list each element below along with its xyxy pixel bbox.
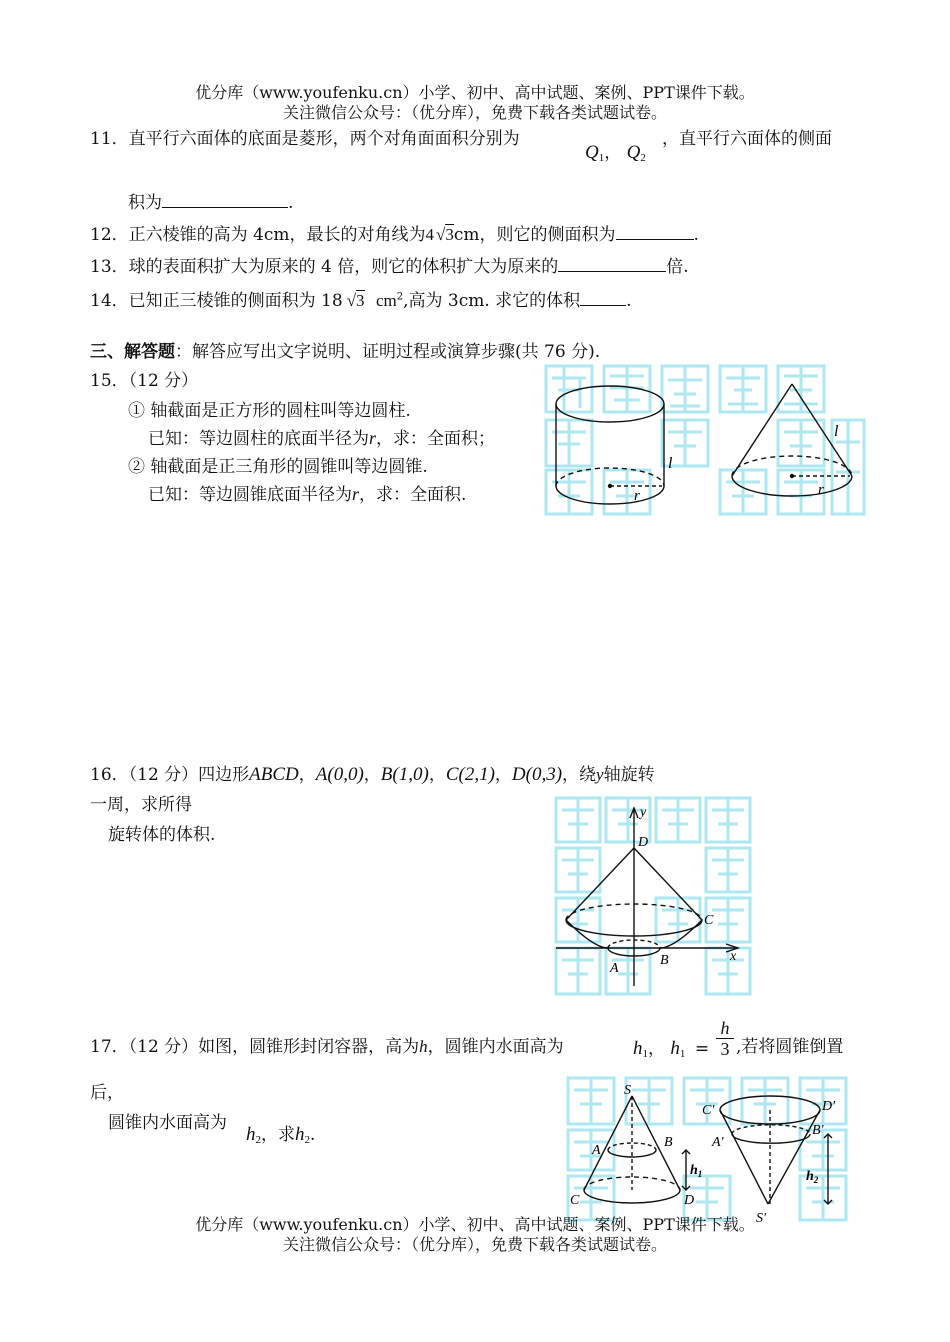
q17-h1b: h [670,1038,680,1059]
question-11 [90,124,520,149]
q16-sep: ， [298,765,316,785]
q16-line-2: 一周，求所得 [90,795,192,815]
q17-title: 17．（12 分）如图，圆锥形封闭容器，高为 [90,1037,420,1057]
footer-line-1: 优分库（www.youfenku.cn）小学、初中、高中试题、案例、PPT课件下载。 [195,1215,755,1234]
q13-blank[interactable] [558,255,666,272]
q14-text-b: ,高为 3cm. 求它的体积 [403,291,581,311]
q15-cone-r: r [818,482,824,498]
q14-unit: cm [375,291,397,310]
q17-label-h1: $h_1$ [690,1163,703,1179]
q15-line-3: ② 轴截面是正三角形的圆锥叫等边圆锥. [128,457,428,477]
q16-sep: ， [363,765,381,785]
q12-text-a: 正六棱锥的高为 4cm，最长的对角线为 [128,225,426,245]
q11-areas [585,138,646,164]
q16-figure [554,800,754,990]
q17-label-h2: $h_2$ [806,1169,819,1185]
q11-line-2 [128,188,293,213]
q17-label-s2: S' [756,1211,766,1226]
q16-axis: y [596,765,604,784]
q15-line-2-b: ，求：全面积； [376,429,496,449]
q15-line-2-a: 已知：等边圆柱的底面半径为 [148,429,369,449]
q11-q2-sub: 2 [640,152,646,164]
q16-point-a: A(0,0) [315,764,364,785]
q16-point-b: B(1,0) [380,764,429,785]
q17-h2b-sub: 2 [304,1134,310,1146]
q17-h2b: h [295,1124,305,1145]
q17-sep: ， [648,1039,665,1059]
q17-figure [566,1080,866,1226]
q15-title: 15．（12 分） [90,371,199,391]
q17-h2-sub: 2 [255,1134,261,1146]
q15-cone-l: l [834,423,839,440]
q17-label-a: A [592,1143,601,1158]
q17-fraction [716,1018,734,1059]
section-3-label: 三、解答题 [90,342,175,362]
question-16 [90,760,655,786]
q16-tail-b: 轴旋转 [603,765,655,785]
q16-label-c: C [704,913,714,928]
q17-h1-group [633,1034,713,1060]
q17-eq: = [694,1039,710,1059]
footer-line-2: 关注微信公众号：（优分库），免费下载各类试题试卷。 [282,1235,667,1254]
q13-end: 倍. [666,257,689,277]
q17-h2-group [246,1120,315,1146]
q16-label-d: D [638,835,649,850]
q16-quad: ABCD [249,764,299,785]
q17-label-b: B [664,1135,673,1150]
q14-end: . [626,291,632,311]
q11-text: 直平行六面体的底面是菱形，两个对角面面积分别为 [128,129,520,149]
q17-line-3 [108,1108,227,1133]
q12-end: . [693,225,699,245]
q17-frac-den: 3 [720,1039,730,1059]
q15-figures [550,380,870,520]
q12-number: 12． [90,225,129,245]
q11-comma: ， [604,143,622,163]
q17-end: . [310,1125,316,1145]
q15-line-4-b: ，求：全面积. [359,485,467,505]
q15-var-r2: r [352,484,360,504]
section-3-text: ：解答应写出文字说明、证明过程或演算步骤(共 76 分). [175,342,601,362]
q15-line-2 [148,424,495,449]
q16-label-y: y [640,805,647,820]
q15-line-1: ① 轴截面是正方形的圆柱叫等边圆柱. [128,401,411,421]
question-13 [90,252,689,277]
q11-q1: Q [585,142,599,163]
q14-sup: 2 [396,291,404,303]
q11-text-c: 积为 [128,193,162,213]
q17-h1-sub: 1 [642,1048,648,1060]
q17-line-3-a: 圆锥内水面高为 [108,1113,227,1133]
q17-text-a: ，圆锥内水面高为 [427,1037,564,1057]
q15-line-4 [148,480,466,505]
header-line-1: 优分库（www.youfenku.cn）小学、初中、高中试题、案例、PPT课件下载。 [195,83,755,102]
q17-label-b2: B' [812,1123,824,1138]
q17-h1: h [633,1038,643,1059]
q17-h1b-sub: 1 [679,1048,686,1060]
q17-h2: h [246,1124,256,1145]
section-3-heading [90,337,600,362]
q11-q1-sub: 1 [598,152,605,164]
q16-point-c: C(2,1) [445,764,495,785]
q11-q2: Q [626,142,641,163]
q16-title: 16．（12 分）四边形 [90,765,250,785]
q14-number: 14． [90,291,129,311]
q15-cyl-r: r [634,488,640,504]
q15-var-r1: r [369,428,377,448]
q12-text-b: cm，则它的侧面积为 [453,225,616,245]
q11-number: 11． [90,129,129,149]
q15-line-4-a: 已知：等边圆锥底面半径为 [148,485,352,505]
q13-number: 13． [90,257,129,277]
q17-label-d2: D' [822,1099,836,1114]
q17-label-a2: A' [712,1135,724,1150]
q12-coef: 4 [425,225,435,244]
question-14: 14．已知正三棱锥的侧面积为 18 √3 $cm^2$,高为 3cm. 求它的体积 . [90,291,632,311]
q11-blank[interactable] [162,191,288,208]
q17-line-3-b: ，求 [261,1125,295,1145]
q17-h: h [419,1037,428,1056]
q12-blank[interactable] [616,223,694,240]
q16-label-x: x [730,949,737,964]
q16-sep: ， [494,765,512,785]
q12-radicand: 3 [445,225,454,244]
q16-label-b: B [660,953,669,968]
q17-label-s: S [624,1083,631,1098]
q17-text-b: ,若将圆锥倒置 [736,1037,844,1057]
question-12: 12．正六棱锥的高为 4cm，最长的对角线为4 √3cm，则它的侧面积为 . [90,225,699,245]
q17-line-2: 后， [90,1083,124,1103]
q16-sep: ， [428,765,446,785]
q11-end: . [288,193,294,213]
q13-text: 球的表面积扩大为原来的 4 倍，则它的体积扩大为原来的 [128,257,559,277]
q17-label-c: C [570,1193,580,1208]
q11-text-b: ，直平行六面体的侧面 [662,129,832,149]
q17-label-d: D [684,1193,695,1208]
q16-label-a: A [610,961,619,976]
q16-line-3: 旋转体的体积. [108,825,216,845]
q16-point-d: D(0,3) [511,764,563,785]
header-line-2: 关注微信公众号：（优分库），免费下载各类试题试卷。 [282,103,667,122]
q14-radicand: 3 [356,291,365,310]
q15-cyl-l: l [668,455,673,472]
q14-blank[interactable] [580,289,626,306]
question-17 [90,1032,564,1057]
q17-label-c2: C' [702,1103,715,1118]
q14-text-a: 已知正三棱锥的侧面积为 18 [128,291,343,311]
q17-frac-num: h [716,1018,734,1039]
q16-tail-a: ，绕 [562,765,597,785]
